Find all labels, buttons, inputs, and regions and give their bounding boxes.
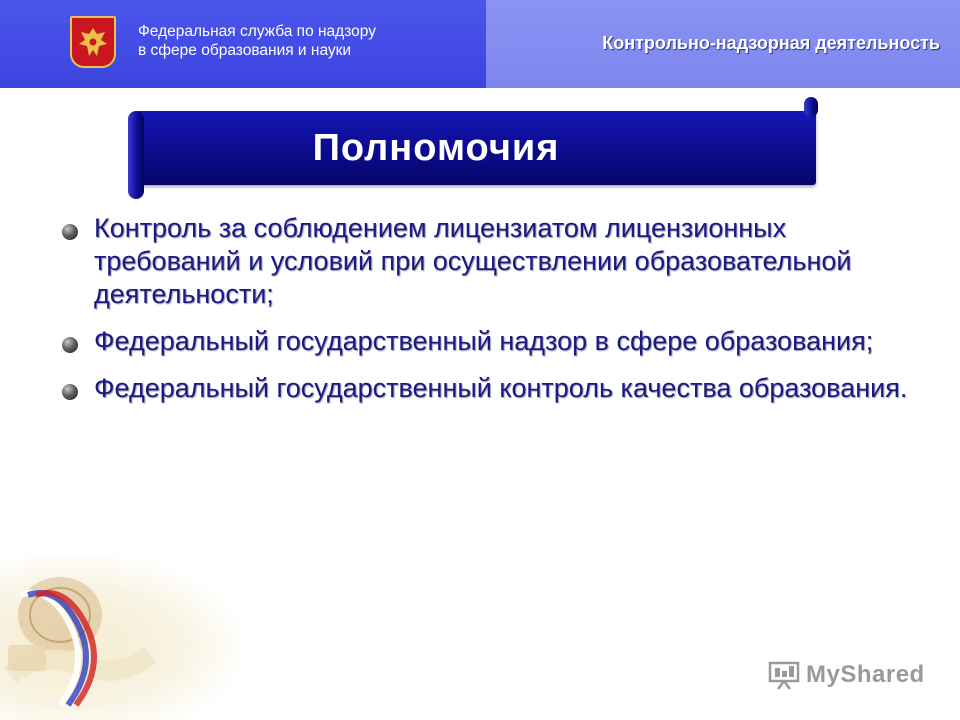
presentation-board-icon (768, 660, 800, 690)
bullet-dot-icon (62, 337, 78, 353)
watermark (768, 657, 925, 693)
bullet-item (60, 325, 920, 358)
bullet-item (60, 372, 920, 405)
agency-name-line1: Федеральная служба по надзору (138, 23, 376, 40)
bullet-text: Контроль за соблюдением лицензиатом лицензионных требований и условий при осуществлении образовательной деятельности; (94, 213, 852, 309)
watermark-text: MyShared (806, 661, 925, 688)
bullet-text: Федеральный государственный надзор в сфере образования; (94, 326, 874, 356)
section-title: Контрольно-надзорная деятельность (602, 33, 940, 53)
coat-of-arms-icon (70, 16, 116, 68)
decorative-seal-ribbon-image (0, 555, 240, 720)
header-left-panel (0, 0, 486, 88)
title-banner (128, 97, 820, 199)
slide-header (0, 0, 960, 88)
agency-name-line2: в сфере образования и науки (138, 42, 352, 59)
bullet-dot-icon (62, 224, 78, 240)
bullet-dot-icon (62, 384, 78, 400)
bullet-list (60, 212, 920, 419)
agency-name (138, 22, 376, 60)
slide-title: Полномочия (312, 126, 560, 169)
bullet-item (60, 212, 920, 311)
bullet-text: Федеральный государственный контроль качества образования. (94, 373, 908, 403)
